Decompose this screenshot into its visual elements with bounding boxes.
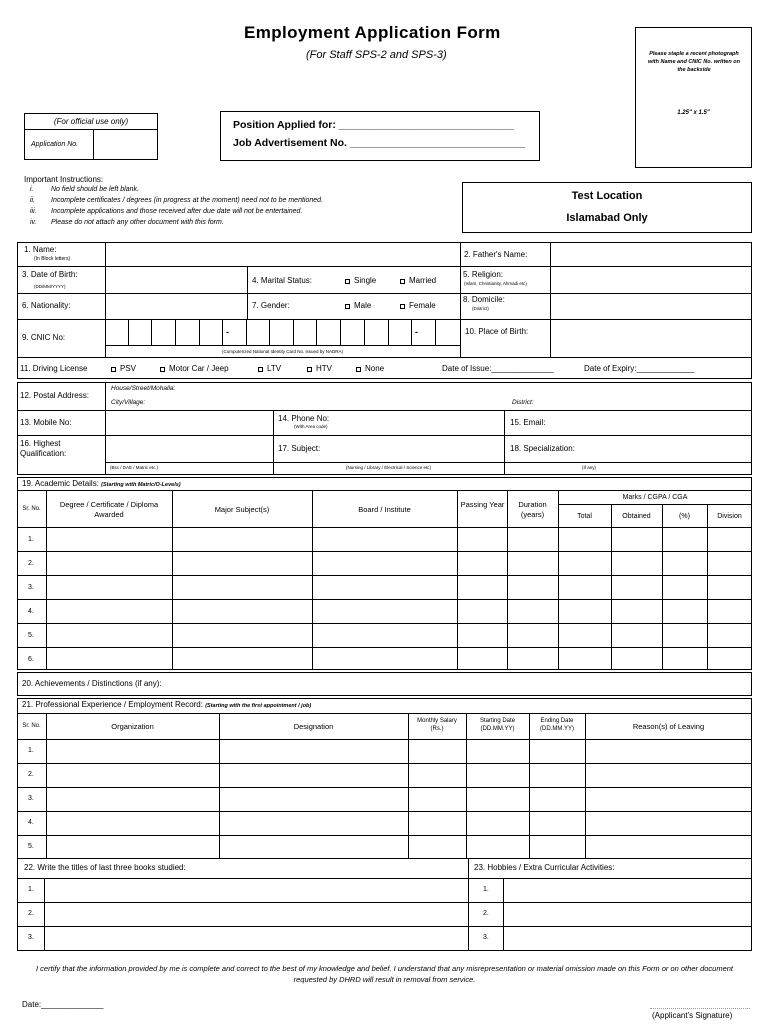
nationality-input[interactable]	[106, 294, 246, 319]
cnic-label: 9. CNIC No:	[22, 333, 66, 342]
none-label: None	[365, 364, 385, 373]
experience-title-text: 21. Professional Experience / Employment Record:	[22, 700, 203, 709]
col-degree: Degree / Certificate / Diploma Awarded	[59, 500, 159, 519]
academic-title-text: 19. Academic Details:	[22, 479, 99, 488]
form-title: Employment Application Form	[244, 23, 501, 42]
col-passing-year: Passing Year	[460, 500, 505, 509]
ltv-label: LTV	[267, 364, 282, 373]
photo-box	[635, 27, 752, 168]
dob-hint: (DD/MM/YYYY)	[34, 284, 66, 289]
married-checkbox[interactable]	[400, 277, 436, 285]
col-designation: Designation	[293, 722, 334, 731]
subject-input[interactable]	[330, 436, 503, 462]
form-subtitle: (For Staff SPS-2 and SPS-3)	[306, 49, 447, 61]
experience-title	[22, 701, 311, 710]
religion-input[interactable]	[551, 267, 751, 293]
official-use-label: (For official use only)	[53, 117, 129, 126]
table-row: 3.	[28, 795, 34, 802]
name-label: 1. Name:	[24, 245, 57, 254]
ltv-checkbox[interactable]	[258, 365, 281, 373]
job-advertisement-no[interactable]: Job Advertisement No. ______________________________	[233, 137, 526, 149]
table-row: 2.	[483, 910, 489, 917]
table-row: 5.	[28, 632, 34, 639]
books-title: 22. Write the titles of last three books studied:	[24, 863, 186, 872]
col-exp-sr-no: Sr. No.	[22, 723, 41, 729]
female-checkbox[interactable]	[400, 302, 436, 310]
email-input[interactable]	[555, 411, 751, 435]
hobbies-title: 23. Hobbies / Extra Curricular Activities:	[474, 863, 615, 872]
motor-car-label: Motor Car / Jeep	[169, 364, 229, 373]
single-checkbox[interactable]	[345, 277, 376, 285]
specialization-hint: (If any)	[581, 465, 596, 470]
position-box	[220, 111, 540, 161]
date-of-issue[interactable]: Date of Issue:______________	[442, 364, 554, 373]
instruction-num: ii.	[30, 197, 36, 204]
table-row: 3.	[28, 584, 34, 591]
table-row: 3.	[483, 934, 489, 941]
col-duration: Duration (years)	[518, 500, 547, 519]
qualification-label	[20, 439, 95, 459]
mobile-label: 13. Mobile No:	[20, 418, 72, 427]
col-ending-date: Ending Date (DD.MM.YY)	[540, 718, 574, 732]
psv-label: PSV	[120, 364, 137, 373]
domicile-label: 8. Domicile:	[463, 295, 505, 304]
experience-title-hint: (Starting with the first appointment / job)	[205, 703, 312, 709]
district-label: District:	[512, 399, 534, 406]
date-field[interactable]: Date:______________	[22, 1000, 104, 1009]
col-obtained: Obtained	[622, 513, 651, 520]
col-salary: Monthly Salary (Rs.)	[417, 718, 457, 732]
instruction-text: Incomplete applications and those received after due date will not be entertained.	[51, 208, 303, 215]
table-row: 2.	[28, 771, 34, 778]
col-reason-leaving: Reason(s) of Leaving	[632, 722, 705, 731]
religion-label: 5. Religion:	[463, 270, 504, 279]
father-name-label: 2. Father's Name:	[464, 250, 528, 259]
qualification-text: 16. Highest Qualification:	[20, 439, 67, 458]
place-of-birth-label: 10. Place of Birth:	[465, 327, 529, 336]
phone-input[interactable]	[340, 411, 503, 435]
official-use-box	[24, 113, 158, 160]
table-row: 1.	[483, 886, 489, 893]
achievements-label: 20. Achievements / Distinctions (if any):	[22, 679, 162, 688]
academic-title-hint: (Starting with Matric/O-Levels)	[101, 482, 181, 488]
htv-label: HTV	[316, 364, 332, 373]
table-row: 1.	[28, 536, 34, 543]
subject-hint: (Nursing / Library / Electrical / Science etc)	[345, 465, 432, 470]
cnic-hint: (Computerized National Identity Card No. issued by NADRA)	[221, 349, 344, 354]
place-of-birth-input[interactable]	[551, 320, 751, 357]
qualification-input[interactable]	[106, 436, 272, 462]
female-label: Female	[409, 301, 436, 310]
single-label: Single	[354, 276, 377, 285]
instruction-num: iii.	[30, 208, 37, 215]
test-location-box	[462, 182, 752, 233]
postal-address-input[interactable]	[106, 383, 751, 410]
gender-label: 7. Gender:	[252, 301, 290, 310]
application-no-label: Application No.	[31, 141, 79, 148]
email-label: 15. Email:	[510, 418, 546, 427]
col-total: Total	[577, 513, 592, 520]
instruction-num: i.	[30, 186, 34, 193]
col-sr-no: Sr. No.	[22, 506, 41, 512]
col-division: Division	[717, 513, 742, 520]
instruction-num: iv.	[30, 219, 37, 226]
table-row: 5.	[28, 843, 34, 850]
cnic-dash: -	[226, 327, 229, 337]
motor-car-checkbox[interactable]	[160, 365, 229, 373]
psv-checkbox[interactable]	[111, 365, 136, 373]
col-percent: (%)	[679, 513, 690, 520]
driving-license-label: 11. Driving License	[20, 364, 88, 373]
table-row: 1.	[28, 886, 34, 893]
married-label: Married	[409, 276, 437, 285]
table-row: 2.	[28, 910, 34, 917]
name-hint: (In Block letters)	[34, 256, 71, 262]
table-row: 3.	[28, 934, 34, 941]
col-starting-date: Starting Date (DD.MM.YY)	[479, 718, 516, 732]
domicile-input[interactable]	[551, 294, 751, 319]
col-marks: Marks / CGPA / CGA	[622, 494, 688, 501]
table-row: 2.	[28, 560, 34, 567]
none-checkbox[interactable]	[356, 365, 384, 373]
religion-hint: (Islam, Christianity, Ahmadi etc)	[464, 281, 527, 286]
col-major-subject: Major Subject(s)	[214, 505, 270, 514]
table-row: 1.	[28, 747, 34, 754]
specialization-input[interactable]	[590, 436, 751, 462]
test-location-value: Islamabad Only	[566, 212, 648, 224]
phone-label: 14. Phone No:	[278, 414, 330, 423]
col-board: Board / Institute	[358, 505, 411, 514]
test-location-label: Test Location	[571, 190, 643, 202]
table-row: 4.	[28, 608, 34, 615]
dob-label: 3. Date of Birth:	[22, 270, 78, 279]
certification-text: I certify that the information provided by me is complete and correct to the best of my knowledge and belief. I understand that any misrepresentation or material omission made on this Form or on other document requested by DHRD will result in removal from service.	[35, 964, 734, 984]
nationality-label: 6. Nationality:	[22, 301, 71, 310]
applicant-signature[interactable]: (Applicant's Signature)	[652, 1011, 733, 1020]
instruction-text: Please do not attach any other document with this form.	[51, 219, 224, 226]
male-checkbox[interactable]	[345, 302, 371, 310]
phone-hint: (With Area code)	[294, 424, 328, 429]
position-applied[interactable]: Position Applied for: ______________________________	[233, 119, 514, 131]
instruction-text: No field should be left blank.	[51, 186, 139, 193]
dob-input[interactable]	[106, 267, 246, 293]
postal-address-label: 12. Postal Address:	[20, 391, 89, 400]
photo-size: 1.25" x 1.5"	[677, 110, 710, 116]
male-label: Male	[354, 301, 372, 310]
cnic-dash: -	[415, 327, 418, 337]
date-of-expiry[interactable]: Date of Expiry:_____________	[584, 364, 695, 373]
photo-instruction: Please staple a recent photograph with Name and CNIC No. written on the backside	[648, 51, 740, 73]
academic-title	[22, 480, 181, 489]
htv-checkbox[interactable]	[307, 365, 332, 373]
marital-status-label: 4. Marital Status:	[252, 276, 313, 285]
instructions-title: Important Instructions:	[24, 175, 104, 184]
domicile-hint: (District)	[472, 306, 489, 311]
cnic-input[interactable]	[106, 320, 459, 345]
col-organization: Organization	[111, 722, 154, 731]
subject-label: 17. Subject:	[278, 444, 321, 453]
mobile-input[interactable]	[106, 411, 272, 435]
house-street-label: House/Street/Mohalla:	[111, 385, 176, 392]
city-village-label: City/Village:	[111, 399, 146, 406]
name-input[interactable]	[106, 243, 459, 266]
father-name-input[interactable]	[551, 243, 751, 266]
table-row: 4.	[28, 819, 34, 826]
specialization-label: 18. Specialization:	[510, 444, 575, 453]
qualification-hint: (Bsc / DAE / Matric etc.)	[110, 465, 159, 470]
table-row: 6.	[28, 656, 34, 663]
instruction-text: Incomplete certificates / degrees (in progress at the moment) need not to be mentioned.	[51, 197, 323, 204]
